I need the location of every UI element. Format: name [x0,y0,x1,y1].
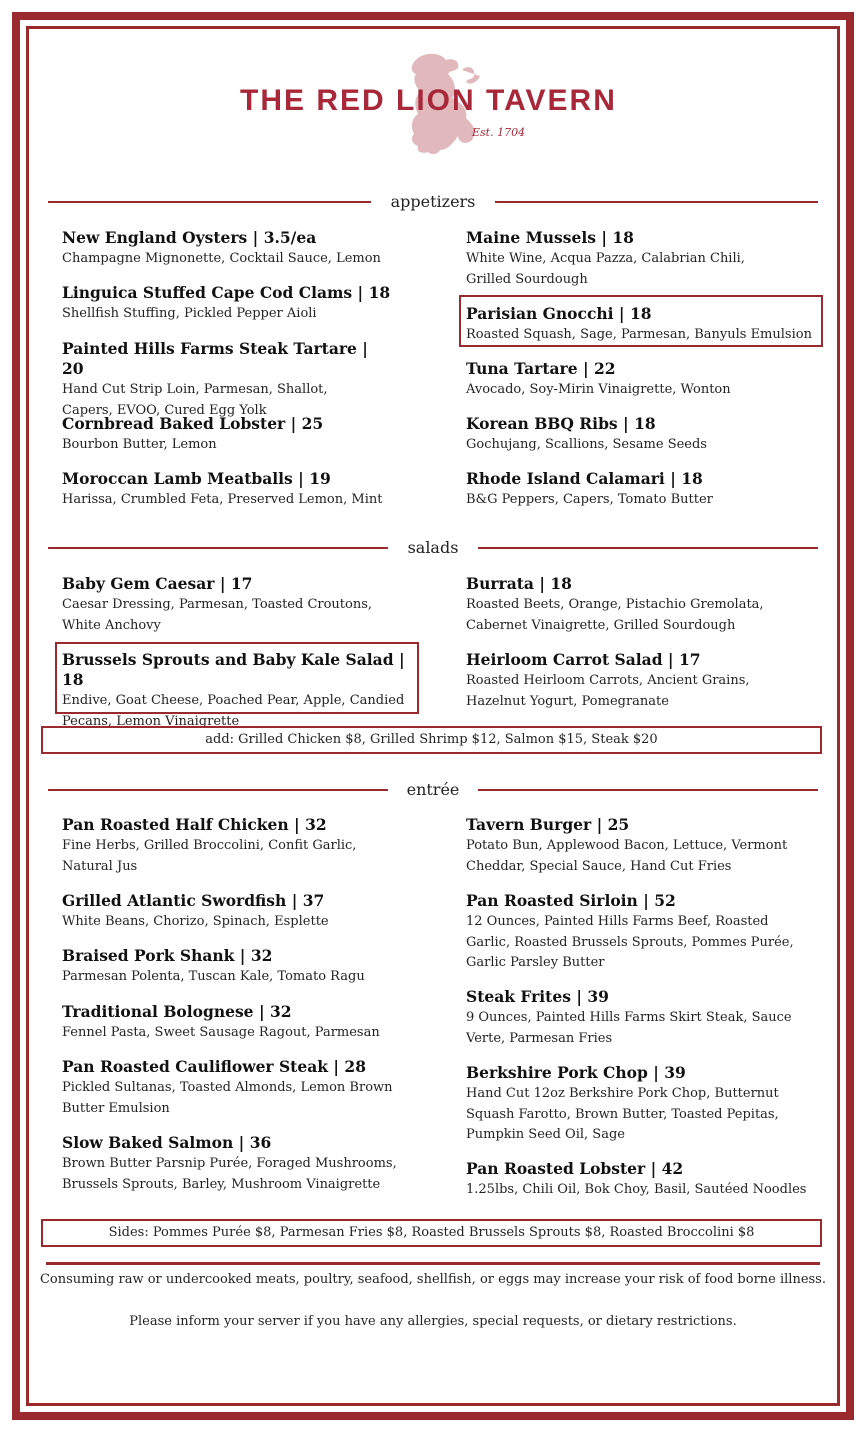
menu-item: Painted Hills Farms Steak Tartare | 20 Hand Cut Strip Loin, Parmesan, Shallot, Capers, EVOO, Cured Egg Yolk [62,339,368,418]
menu-item: Steak Frites | 39 9 Ounces, Painted Hills Farms Skirt Steak, Sauce Verte, Parmesan Fries [466,987,792,1046]
menu-item: Pan Roasted Half Chicken | 32 Fine Herbs, Grilled Broccolini, Confit Garlic, Natural Jus [62,815,357,874]
section-header-appetizers [48,192,818,212]
menu-item-featured: Brussels Sprouts and Baby Kale Salad | 18 Endive, Goat Cheese, Poached Pear, Apple, Candied Pecans, Lemon Vinaigrette [62,650,405,729]
salad-add-ons-note: add: Grilled Chicken $8, Grilled Shrimp $12, Salmon $15, Steak $20 [41,726,822,754]
menu-item: Pan Roasted Cauliflower Steak | 28 Pickled Sultanas, Toasted Almonds, Lemon Brown Butter Emulsion [62,1057,393,1116]
menu-item: Burrata | 18 Roasted Beets, Orange, Pistachio Gremolata, Cabernet Vinaigrette, Grilled Sourdough [466,574,764,633]
menu-item: Korean BBQ Ribs | 18 Gochujang, Scallions, Sesame Seeds [466,414,707,452]
sides-note: Sides: Pommes Purée $8, Parmesan Fries $8, Roasted Brussels Sprouts $8, Roasted Broccolini $8 [41,1219,822,1247]
menu-item: Rhode Island Calamari | 18 B&G Peppers, Capers, Tomato Butter [466,469,713,507]
established-date: Est. 1704 [472,126,526,139]
menu-item: Baby Gem Caesar | 17 Caesar Dressing, Parmesan, Toasted Croutons, White Anchovy [62,574,373,633]
footer-divider [46,1262,820,1265]
menu-item: Grilled Atlantic Swordfish | 37 White Beans, Chorizo, Spinach, Esplette [62,891,329,929]
menu-item: Tuna Tartare | 22 Avocado, Soy-Mirin Vinaigrette, Wonton [466,359,731,397]
food-safety-warning: Consuming raw or undercooked meats, poultry, seafood, shellfish, or eggs may increase your risk of food borne illness. [39,1272,826,1287]
section-header-entree [48,780,818,800]
menu-item: Slow Baked Salmon | 36 Brown Butter Parsnip Purée, Foraged Mushrooms, Brussels Sprouts, Barley, Mushroom Vinaigrette [62,1133,397,1192]
tavern-logo [200,50,670,160]
menu-item: Pan Roasted Lobster | 42 1.25lbs, Chili Oil, Bok Choy, Basil, Sautéed Noodles [466,1159,807,1197]
menu-item: Heirloom Carrot Salad | 17 Roasted Heirloom Carrots, Ancient Grains, Hazelnut Yogurt, Pomegranate [466,650,750,709]
tavern-name: THE RED LION TAVERN [240,84,617,117]
menu-item: Berkshire Pork Chop | 39 Hand Cut 12oz Berkshire Pork Chop, Butternut Squash Farotto, Brown Butter, Toasted Pepitas, Pumpkin Seed Oil, Sage [466,1063,779,1142]
section-title: salads [398,538,469,557]
section-title: entrée [397,780,470,799]
allergy-notice: Please inform your server if you have any allergies, special requests, or dietary restrictions. [129,1314,737,1329]
menu-item: New England Oysters | 3.5/ea Champagne Mignonette, Cocktail Sauce, Lemon [62,228,381,266]
menu-item: Linguica Stuffed Cape Cod Clams | 18 Shellfish Stuffing, Pickled Pepper Aioli [62,283,391,321]
menu-item: Moroccan Lamb Meatballs | 19 Harissa, Crumbled Feta, Preserved Lemon, Mint [62,469,383,507]
menu-item: Traditional Bolognese | 32 Fennel Pasta, Sweet Sausage Ragout, Parmesan [62,1002,380,1040]
menu-item: Cornbread Baked Lobster | 25 Bourbon Butter, Lemon [62,414,324,452]
menu-item: Maine Mussels | 18 White Wine, Acqua Pazza, Calabrian Chili, Grilled Sourdough [466,228,745,287]
section-title: appetizers [381,192,486,211]
menu-item-featured: Parisian Gnocchi | 18 Roasted Squash, Sage, Parmesan, Banyuls Emulsion [466,304,812,342]
menu-item: Braised Pork Shank | 32 Parmesan Polenta, Tuscan Kale, Tomato Ragu [62,946,365,984]
menu-item: Tavern Burger | 25 Potato Bun, Applewood Bacon, Lettuce, Vermont Cheddar, Special Sauce, Hand Cut Fries [466,815,788,874]
section-header-salads [48,538,818,558]
menu-item: Pan Roasted Sirloin | 52 12 Ounces, Painted Hills Farms Beef, Roasted Garlic, Roasted Brussels Sprouts, Pommes Purée, Garlic Parsley Butter [466,891,794,970]
